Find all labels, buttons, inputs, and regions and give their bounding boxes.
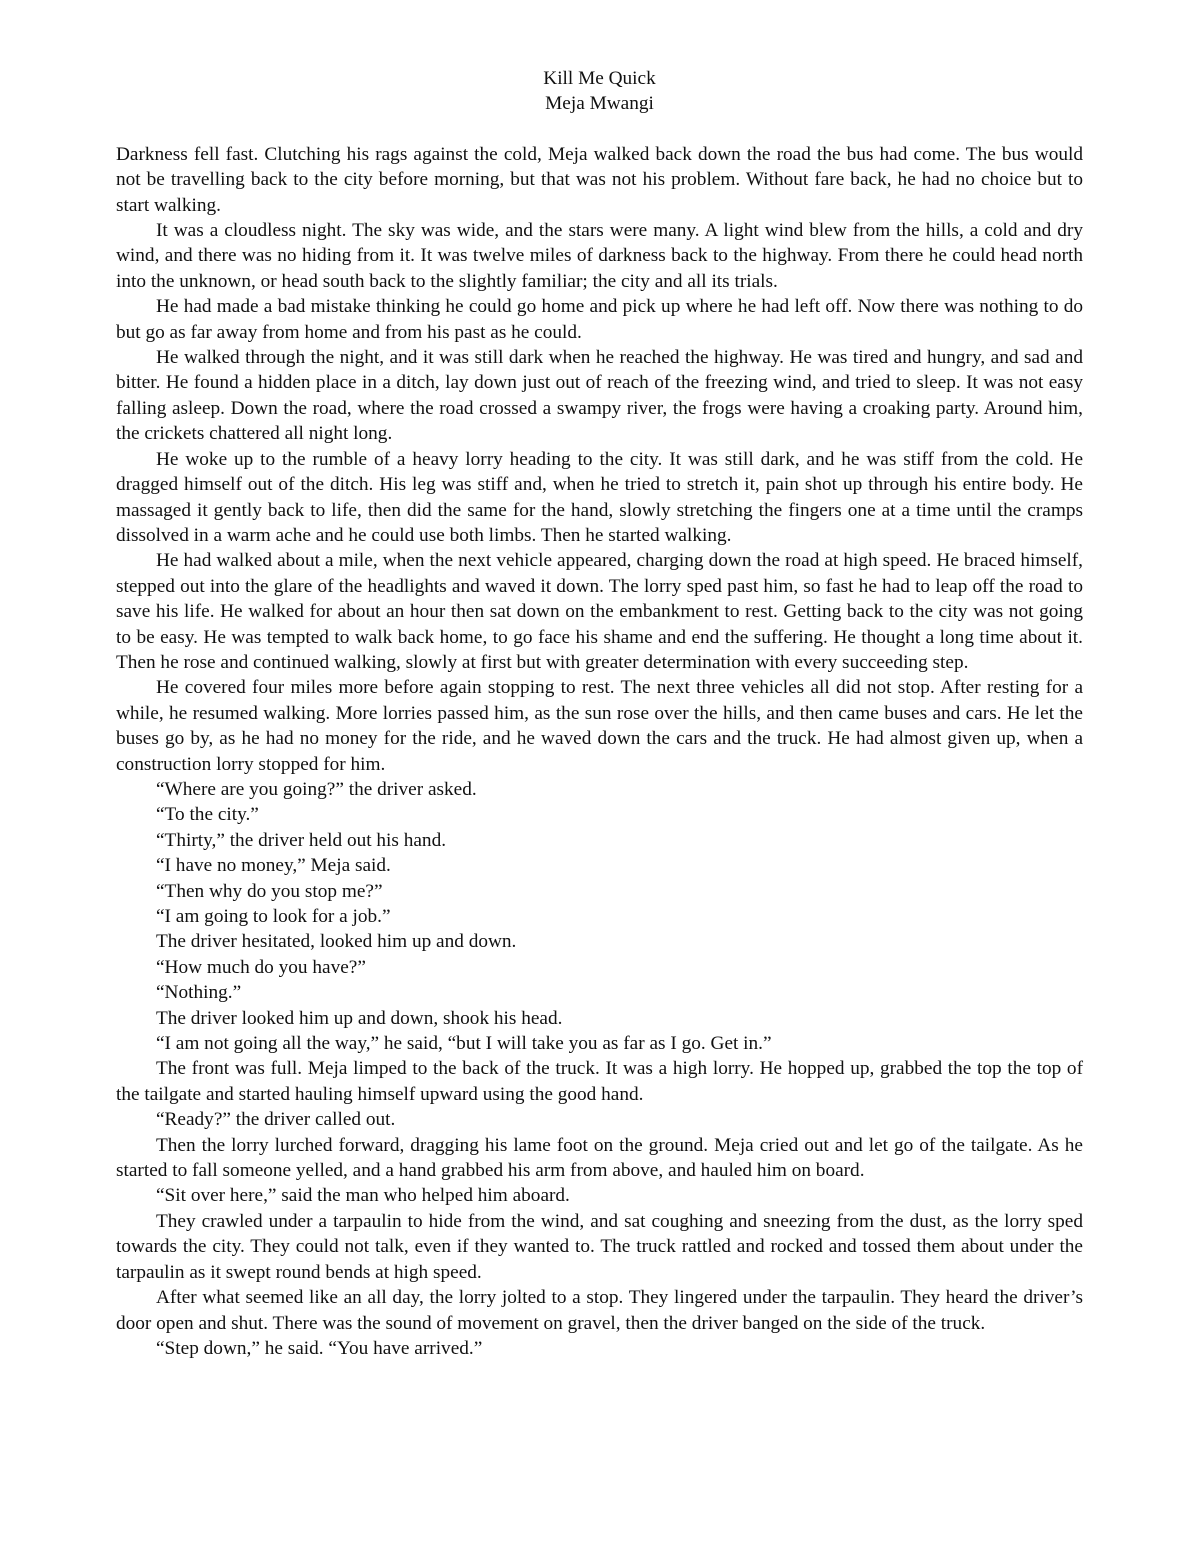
dialogue-line: “Sit over here,” said the man who helped him aboard.	[156, 1185, 570, 1207]
paragraph: He woke up to the rumble of a heavy lorry heading to the city. It was still dark, and he was stiff from the cold. He dragged himself out of the ditch. His leg was stiff and, when he tried to stretch it, pain shot up through his entire body. He massaged it gently back to life, then did the same for the hand, slowly stretching the fingers one at a time until the cramps dissolved in a warm ache and he could use both limbs. Then he started walking.	[116, 448, 1083, 546]
paragraph: He had made a bad mistake thinking he could go home and pick up where he had left off. Now there was nothing to do but go as far away from home and from his past as he could.	[116, 296, 1083, 343]
dialogue-line: “How much do you have?”	[156, 956, 366, 978]
dialogue-line: “Thirty,” the driver held out his hand.	[156, 829, 447, 851]
dialogue-line: “Step down,” he said. “You have arrived.”	[156, 1337, 483, 1359]
dialogue-line: “To the city.”	[156, 804, 259, 826]
paragraph: Then the lorry lurched forward, dragging his lame foot on the ground. Meja cried out and let go of the tailgate. As he started to fall someone yelled, and a hand grabbed his arm from above, and hauled him on board.	[116, 1134, 1083, 1182]
document-page	[116, 66, 1083, 1361]
dialogue-line: “I am going to look for a job.”	[156, 906, 391, 927]
paragraph: He walked through the night, and it was still dark when he reached the highway. He was tired and hungry, and sad and bitter. He found a hidden place in a ditch, lay down just out of reach of the freezing wind, and tried to sleep. It was not easy falling asleep. Down the road, where the road crossed a swampy river, the frogs were having a croaking party. Around him, the crickets chattered all night long.	[116, 347, 1083, 445]
dialogue-line: “I have no money,” Meja said.	[156, 855, 391, 877]
dialogue-line: “Where are you going?” the driver asked.	[156, 778, 477, 800]
dialogue-line: “Ready?” the driver called out.	[156, 1109, 396, 1131]
dialogue-line: “I am not going all the way,” he said, “but I will take you as far as I go. Get in.”	[156, 1033, 772, 1055]
paragraph: The front was full. Meja limped to the back of the truck. It was a high lorry. He hopped up, grabbed the top the top of the tailgate and started hauling himself upward using the good hand.	[116, 1058, 1083, 1105]
paragraph: Darkness fell fast. Clutching his rags against the cold, Meja walked back down the road the bus had come. The bus would not be travelling back to the city before morning, but that was not his problem. Without fare back, he had no choice but to start walking.	[116, 143, 1083, 216]
paragraph: He covered four miles more before again stopping to rest. The next three vehicles all did not stop. After resting for a while, he resumed walking. More lorries passed him, as the sun rose over the hills, and then came buses and cars. He let the buses go by, as he had no money for the ride, and he waved down the cars and the truck. He had almost given up, when a construction lorry stopped for him.	[116, 677, 1083, 775]
document-title: Kill Me Quick	[543, 68, 656, 89]
dialogue-line: “Then why do you stop me?”	[156, 880, 383, 902]
dialogue-line: “Nothing.”	[156, 982, 242, 1004]
paragraph: It was a cloudless night. The sky was wide, and the stars were many. A light wind blew from the hills, a cold and dry wind, and there was no hiding from it. It was twelve miles of darkness back to the highway. From there he could head north into the unknown, or head south back to the slightly familiar; the city and all its trials.	[116, 220, 1083, 292]
document-header	[116, 66, 1083, 117]
document-author: Meja Mwangi	[545, 93, 654, 115]
paragraph: They crawled under a tarpaulin to hide from the wind, and sat coughing and sneezing from the dust, as the lorry sped towards the city. They could not talk, even if they wanted to. The truck rattled and rocked and tossed them about under the tarpaulin as it swept round bends at high speed.	[116, 1210, 1083, 1283]
paragraph: After what seemed like an all day, the lorry jolted to a stop. They lingered under the tarpaulin. They heard the driver’s door open and shut. There was the sound of movement on gravel, then the driver banged on the side of the truck.	[116, 1287, 1083, 1334]
paragraph: The driver looked him up and down, shook his head.	[156, 1007, 563, 1029]
paragraph: He had walked about a mile, when the next vehicle appeared, charging down the road at high speed. He braced himself, stepped out into the glare of the headlights and waved it down. The lorry sped past him, so fast he had to leap off the road to save his life. He walked for about an hour then sat down on the embankment to rest. Getting back to the city was not going to be easy. He was tempted to walk back home, to go face his shame and end the suffering. He thought a long time about it. Then he rose and continued walking, slowly at first but with greater determination with every succeeding step.	[116, 550, 1083, 673]
document-body	[116, 142, 1083, 1362]
paragraph: The driver hesitated, looked him up and down.	[156, 931, 517, 953]
